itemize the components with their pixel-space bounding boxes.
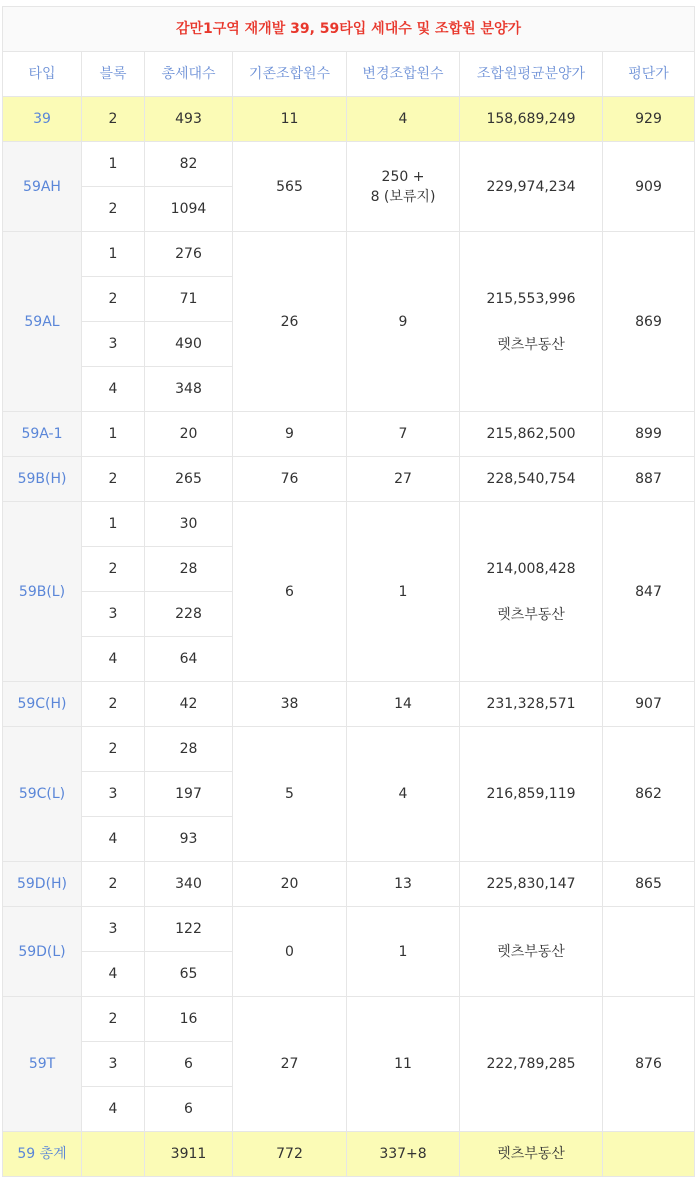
avg-price-cell: 렛츠부동산 (460, 1132, 603, 1177)
type-cell: 59D(L) (3, 907, 82, 997)
block-cell: 2 (82, 682, 145, 727)
header-price-per-pyeong: 평단가 (603, 52, 695, 97)
ppy-cell: 887 (603, 457, 695, 502)
block-cell (82, 1132, 145, 1177)
block-cell: 3 (82, 772, 145, 817)
block-cell: 3 (82, 592, 145, 637)
avg-price-cell: 222,789,285 (460, 997, 603, 1132)
block-cell: 2 (82, 457, 145, 502)
units-cell: 28 (145, 547, 233, 592)
units-cell: 122 (145, 907, 233, 952)
block-cell: 3 (82, 907, 145, 952)
orig-members-cell: 26 (233, 232, 347, 412)
header-changed-members: 변경조합원수 (347, 52, 460, 97)
avg-price-cell: 215,862,500 (460, 412, 603, 457)
block-cell: 1 (82, 232, 145, 277)
avg-price-cell: 228,540,754 (460, 457, 603, 502)
header-total-units: 총세대수 (145, 52, 233, 97)
changed-members-cell: 1 (347, 502, 460, 682)
source-watermark: 렛츠부동산 (497, 336, 565, 353)
block-cell: 2 (82, 862, 145, 907)
orig-members-cell: 6 (233, 502, 347, 682)
units-cell: 340 (145, 862, 233, 907)
header-row (3, 52, 695, 97)
block-cell: 3 (82, 322, 145, 367)
changed-members-line-1: 250 + (381, 168, 425, 185)
table-row (3, 727, 695, 772)
units-cell: 493 (145, 97, 233, 142)
ppy-cell (603, 907, 695, 997)
type-cell: 59AL (3, 232, 82, 412)
units-cell: 197 (145, 772, 233, 817)
units-cell: 16 (145, 997, 233, 1042)
total-row (3, 1132, 695, 1177)
avg-price-cell: 216,859,119 (460, 727, 603, 862)
changed-members-cell: 14 (347, 682, 460, 727)
block-cell: 4 (82, 367, 145, 412)
block-cell: 2 (82, 187, 145, 232)
table-row (3, 97, 695, 142)
type-cell: 59 총계 (3, 1132, 82, 1177)
ppy-cell: 865 (603, 862, 695, 907)
changed-members-cell: 1 (347, 907, 460, 997)
block-cell: 3 (82, 1042, 145, 1087)
orig-members-cell: 27 (233, 997, 347, 1132)
table-row (3, 412, 695, 457)
units-cell: 28 (145, 727, 233, 772)
block-cell: 2 (82, 547, 145, 592)
units-cell: 71 (145, 277, 233, 322)
table-row (3, 232, 695, 277)
type-cell: 59AH (3, 142, 82, 232)
units-cell: 490 (145, 322, 233, 367)
sales-price-table (2, 6, 695, 1177)
orig-members-cell: 38 (233, 682, 347, 727)
type-cell: 59C(H) (3, 682, 82, 727)
type-cell: 59C(L) (3, 727, 82, 862)
type-cell: 59A-1 (3, 412, 82, 457)
orig-members-cell: 772 (233, 1132, 347, 1177)
orig-members-cell: 0 (233, 907, 347, 997)
orig-members-cell: 11 (233, 97, 347, 142)
table-row (3, 142, 695, 187)
ppy-cell: 909 (603, 142, 695, 232)
units-cell: 82 (145, 142, 233, 187)
units-cell: 65 (145, 952, 233, 997)
units-cell: 276 (145, 232, 233, 277)
table-row (3, 997, 695, 1042)
orig-members-cell: 20 (233, 862, 347, 907)
units-cell: 6 (145, 1042, 233, 1087)
changed-members-cell: 4 (347, 727, 460, 862)
units-cell: 1094 (145, 187, 233, 232)
block-cell: 4 (82, 1087, 145, 1132)
changed-members-cell: 9 (347, 232, 460, 412)
table-row (3, 862, 695, 907)
units-cell: 265 (145, 457, 233, 502)
units-cell: 64 (145, 637, 233, 682)
avg-price-value: 214,008,428 (486, 560, 576, 577)
units-cell: 42 (145, 682, 233, 727)
ppy-cell: 847 (603, 502, 695, 682)
units-cell: 228 (145, 592, 233, 637)
table-row (3, 682, 695, 727)
changed-members-line-2: 8 (보류지) (370, 188, 436, 205)
units-cell: 348 (145, 367, 233, 412)
ppy-cell: 899 (603, 412, 695, 457)
type-cell: 39 (3, 97, 82, 142)
avg-price-cell: 229,974,234 (460, 142, 603, 232)
header-original-members: 기존조합원수 (233, 52, 347, 97)
avg-price-cell: 158,689,249 (460, 97, 603, 142)
block-cell: 1 (82, 412, 145, 457)
ppy-cell (603, 1132, 695, 1177)
block-cell: 1 (82, 142, 145, 187)
block-cell: 1 (82, 502, 145, 547)
units-cell: 93 (145, 817, 233, 862)
changed-members-cell (347, 142, 460, 232)
orig-members-cell: 565 (233, 142, 347, 232)
changed-members-cell: 7 (347, 412, 460, 457)
ppy-cell: 862 (603, 727, 695, 862)
block-cell: 2 (82, 727, 145, 772)
changed-members-cell: 11 (347, 997, 460, 1132)
header-block: 블록 (82, 52, 145, 97)
block-cell: 4 (82, 637, 145, 682)
changed-members-cell: 27 (347, 457, 460, 502)
avg-price-cell: 225,830,147 (460, 862, 603, 907)
ppy-cell: 907 (603, 682, 695, 727)
table-row (3, 457, 695, 502)
avg-price-cell: 렛츠부동산 (460, 907, 603, 997)
source-watermark: 렛츠부동산 (497, 606, 565, 623)
header-avg-price: 조합원평균분양가 (460, 52, 603, 97)
type-cell: 59D(H) (3, 862, 82, 907)
units-cell: 3911 (145, 1132, 233, 1177)
block-cell: 4 (82, 817, 145, 862)
units-cell: 20 (145, 412, 233, 457)
type-cell: 59B(H) (3, 457, 82, 502)
header-type: 타입 (3, 52, 82, 97)
table-row (3, 907, 695, 952)
type-cell: 59T (3, 997, 82, 1132)
block-cell: 2 (82, 997, 145, 1042)
ppy-cell: 869 (603, 232, 695, 412)
ppy-cell: 876 (603, 997, 695, 1132)
avg-price-cell (460, 232, 603, 412)
block-cell: 2 (82, 277, 145, 322)
block-cell: 2 (82, 97, 145, 142)
orig-members-cell: 9 (233, 412, 347, 457)
table-title: 감만1구역 재개발 39, 59타입 세대수 및 조합원 분양가 (3, 7, 695, 52)
avg-price-value: 215,553,996 (486, 290, 576, 307)
avg-price-cell (460, 502, 603, 682)
changed-members-cell: 4 (347, 97, 460, 142)
orig-members-cell: 5 (233, 727, 347, 862)
orig-members-cell: 76 (233, 457, 347, 502)
table-row (3, 502, 695, 547)
ppy-cell: 929 (603, 97, 695, 142)
changed-members-cell: 337+8 (347, 1132, 460, 1177)
units-cell: 30 (145, 502, 233, 547)
units-cell: 6 (145, 1087, 233, 1132)
block-cell: 4 (82, 952, 145, 997)
changed-members-cell: 13 (347, 862, 460, 907)
avg-price-cell: 231,328,571 (460, 682, 603, 727)
type-cell: 59B(L) (3, 502, 82, 682)
